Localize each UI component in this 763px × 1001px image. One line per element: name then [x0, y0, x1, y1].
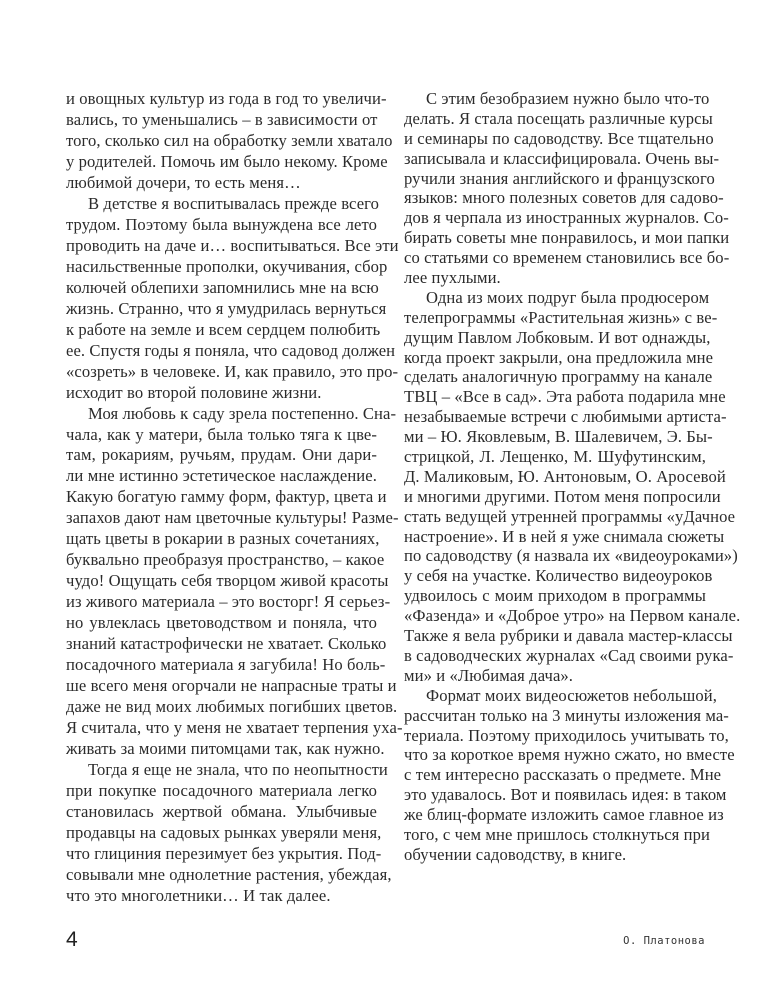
text-line: совывали мне однолетние растения, убеждая, [66, 864, 392, 884]
text-line: ми – Ю. Яковлевым, В. Шалевичем, Э. Бы- [404, 427, 713, 447]
text-line: щать цветы в рокарии в разных сочетаниях, [66, 529, 380, 549]
text-line: языков: много полезных советов для садово- [404, 188, 724, 208]
text-line: у себя на участке. Количество видеоуроков [404, 566, 713, 586]
text-line: Моя любовь к саду зрела постепенно. Сна- [88, 403, 397, 423]
text-line: «Фазенда» и «Доброе утро» на Первом канале. [404, 606, 741, 626]
text-line: ми» и «Любимая дача». [404, 665, 574, 685]
text-line: чудо! Ощущать себя творцом живой красоты [66, 571, 389, 591]
text-line: по садоводству (я назвала их «видеоуроками») [404, 546, 738, 566]
text-line: Какую богатую гамму форм, фактур, цвета и [66, 487, 387, 507]
text-column-left [66, 89, 403, 907]
text-line: исходит во второй половине жизни. [66, 382, 322, 402]
text-line: с тем интересно рассказать о предмете. Мне [404, 765, 722, 785]
text-line: ручили знания английского и французского [404, 168, 715, 188]
text-line: проводить на даче и… воспитываться. Все эти [66, 235, 399, 255]
text-line: и овощных культур из года в год то увеличи- [66, 89, 387, 108]
text-line: настроение». И в ней я уже снимала сюжеты [404, 526, 725, 546]
text-line: незабываемые встречи с любимыми артиста- [404, 407, 727, 427]
text-line: делать. Я стала посещать различные курсы [404, 108, 713, 128]
text-line: даже не вид моих любимых погибших цветов. [66, 697, 398, 717]
text-line: из живого материала – это восторг! Я серьез- [66, 592, 391, 612]
text-line: продавцы на садовых рынках уверяли меня, [66, 822, 382, 842]
text-line: что глициния перезимует без укрытия. Под- [66, 843, 382, 863]
text-line: териала. Поэтому приходилось учитывать то, [404, 725, 729, 745]
text-line: Я считала, что у меня не хватает терпения уха- [66, 718, 403, 738]
text-line: насильственные прополки, окучивания, сбор [66, 256, 388, 276]
text-line: там, рокариям, ручьям, прудам. Они дари- [66, 445, 377, 465]
text-line: Тогда я еще не знала, что по неопытности [88, 760, 388, 779]
text-line: чала, как у матери, была только тяга к цве- [66, 424, 377, 444]
text-line: дущим Павлом Лобковым. И вот однажды, [404, 327, 711, 347]
paragraph [66, 193, 399, 404]
text-line: того, сколько сил на обработку земли хватало [66, 130, 393, 150]
text-line: и семинары по садоводству. Все тщательно [404, 128, 714, 148]
text-line: становилась жертвой обмана. Улыбчивые [66, 801, 377, 821]
paragraph [66, 403, 403, 760]
text-line: Формат моих видеосюжетов небольшой, [426, 685, 718, 705]
text-line: живать за моими питомцами так, как нужно. [66, 739, 385, 759]
text-line: это удавалось. Вот и появилась идея: в таком [404, 785, 727, 805]
text-line: у родителей. Помочь им было некому. Кроме [66, 151, 388, 171]
text-line: рассчитан только на 3 минуты изложения ма- [404, 705, 729, 725]
text-line: телепрограммы «Растительная жизнь» с ве- [404, 307, 718, 327]
page-number: 4 [66, 928, 78, 951]
text-line: но увлеклась цветоводством и поняла, что [66, 613, 377, 633]
text-line: В детстве я воспитывалась прежде всего [88, 193, 380, 213]
running-footer-author: О. Платонова [623, 935, 705, 947]
text-line: знаний катастрофически не хватает. Сколько [66, 634, 387, 654]
text-line: ше всего меня огорчали не напрасные траты и [66, 676, 397, 696]
paragraph [404, 89, 730, 288]
text-line: Д. Маликовым, Ю. Антоновым, О. Аросевой [404, 466, 726, 486]
text-line: ее. Спустя годы я поняла, что садовод должен [66, 340, 396, 360]
text-line: обучении садоводству, в книге. [404, 844, 627, 864]
text-line: бирать советы мне понравилось, и мои папки [404, 228, 730, 248]
text-line: лее пухлыми. [404, 268, 501, 288]
text-line: трудом. Поэтому была вынуждена все лето [66, 214, 377, 234]
text-column-right [404, 89, 741, 865]
text-line: к работе на земле и всем сердцем полюбить [66, 319, 381, 339]
paragraph [66, 760, 392, 907]
text-line: жизнь. Странно, что я умудрилась вернуться [66, 298, 387, 318]
text-line: со статьями со временем становились все бо- [404, 248, 730, 268]
text-line: дов я черпала из иностранных журналов. Со- [404, 208, 729, 228]
text-line: того, с чем мне пришлось столкнуться при [404, 824, 711, 844]
text-line: ли мне истинно эстетическое наслаждение. [66, 466, 377, 486]
text-line: что за короткое время нужно сжато, но вместе [404, 745, 735, 765]
text-line: посадочного материала я загубила! Но боль- [66, 655, 386, 675]
text-line: в садоводческих журналах «Сад своими рука- [404, 645, 734, 665]
text-line: буквально преобразуя пространство, – какое [66, 550, 385, 570]
text-line: запахов дают нам цветочные культуры! Разме- [66, 508, 399, 528]
text-line: колючей облепихи запомнились мне на всю [66, 277, 379, 297]
text-line: стать ведущей утренней программы «уДачное [404, 506, 736, 526]
text-line: Также я вела рубрики и давала мастер-классы [404, 626, 733, 646]
text-line: С этим безобразием нужно было что-то [426, 89, 710, 108]
text-line: Одна из моих подруг была продюсером [426, 287, 710, 307]
text-line: что это многолетники… И так далее. [66, 885, 331, 905]
text-line: вались, то уменьшались – в зависимости от [66, 109, 378, 129]
text-line: удвоилось с моим приходом в программы [404, 586, 706, 606]
text-line: ТВЦ – «Все в сад». Эта работа подарила мне [404, 387, 726, 407]
paragraph [404, 685, 735, 865]
text-line: при покупке посадочного материала легко [66, 780, 377, 800]
paragraph [404, 287, 741, 686]
text-line: же блиц-формате изложить самое главное из [404, 805, 724, 825]
text-line: стрицкой, Л. Лещенко, М. Шуфутинским, [404, 447, 706, 467]
paragraph [66, 89, 393, 194]
text-line: любимой дочери, то есть меня… [66, 172, 301, 192]
text-line: когда проект закрыли, она предложила мне [404, 347, 714, 367]
text-line: записывала и классифицировала. Очень вы- [404, 148, 720, 168]
text-line: «созреть» в человеке. И, как правило, это про- [66, 361, 399, 381]
text-line: и многими другими. Потом меня попросили [404, 486, 721, 506]
text-line: сделать аналогичную программу на канале [404, 367, 713, 387]
